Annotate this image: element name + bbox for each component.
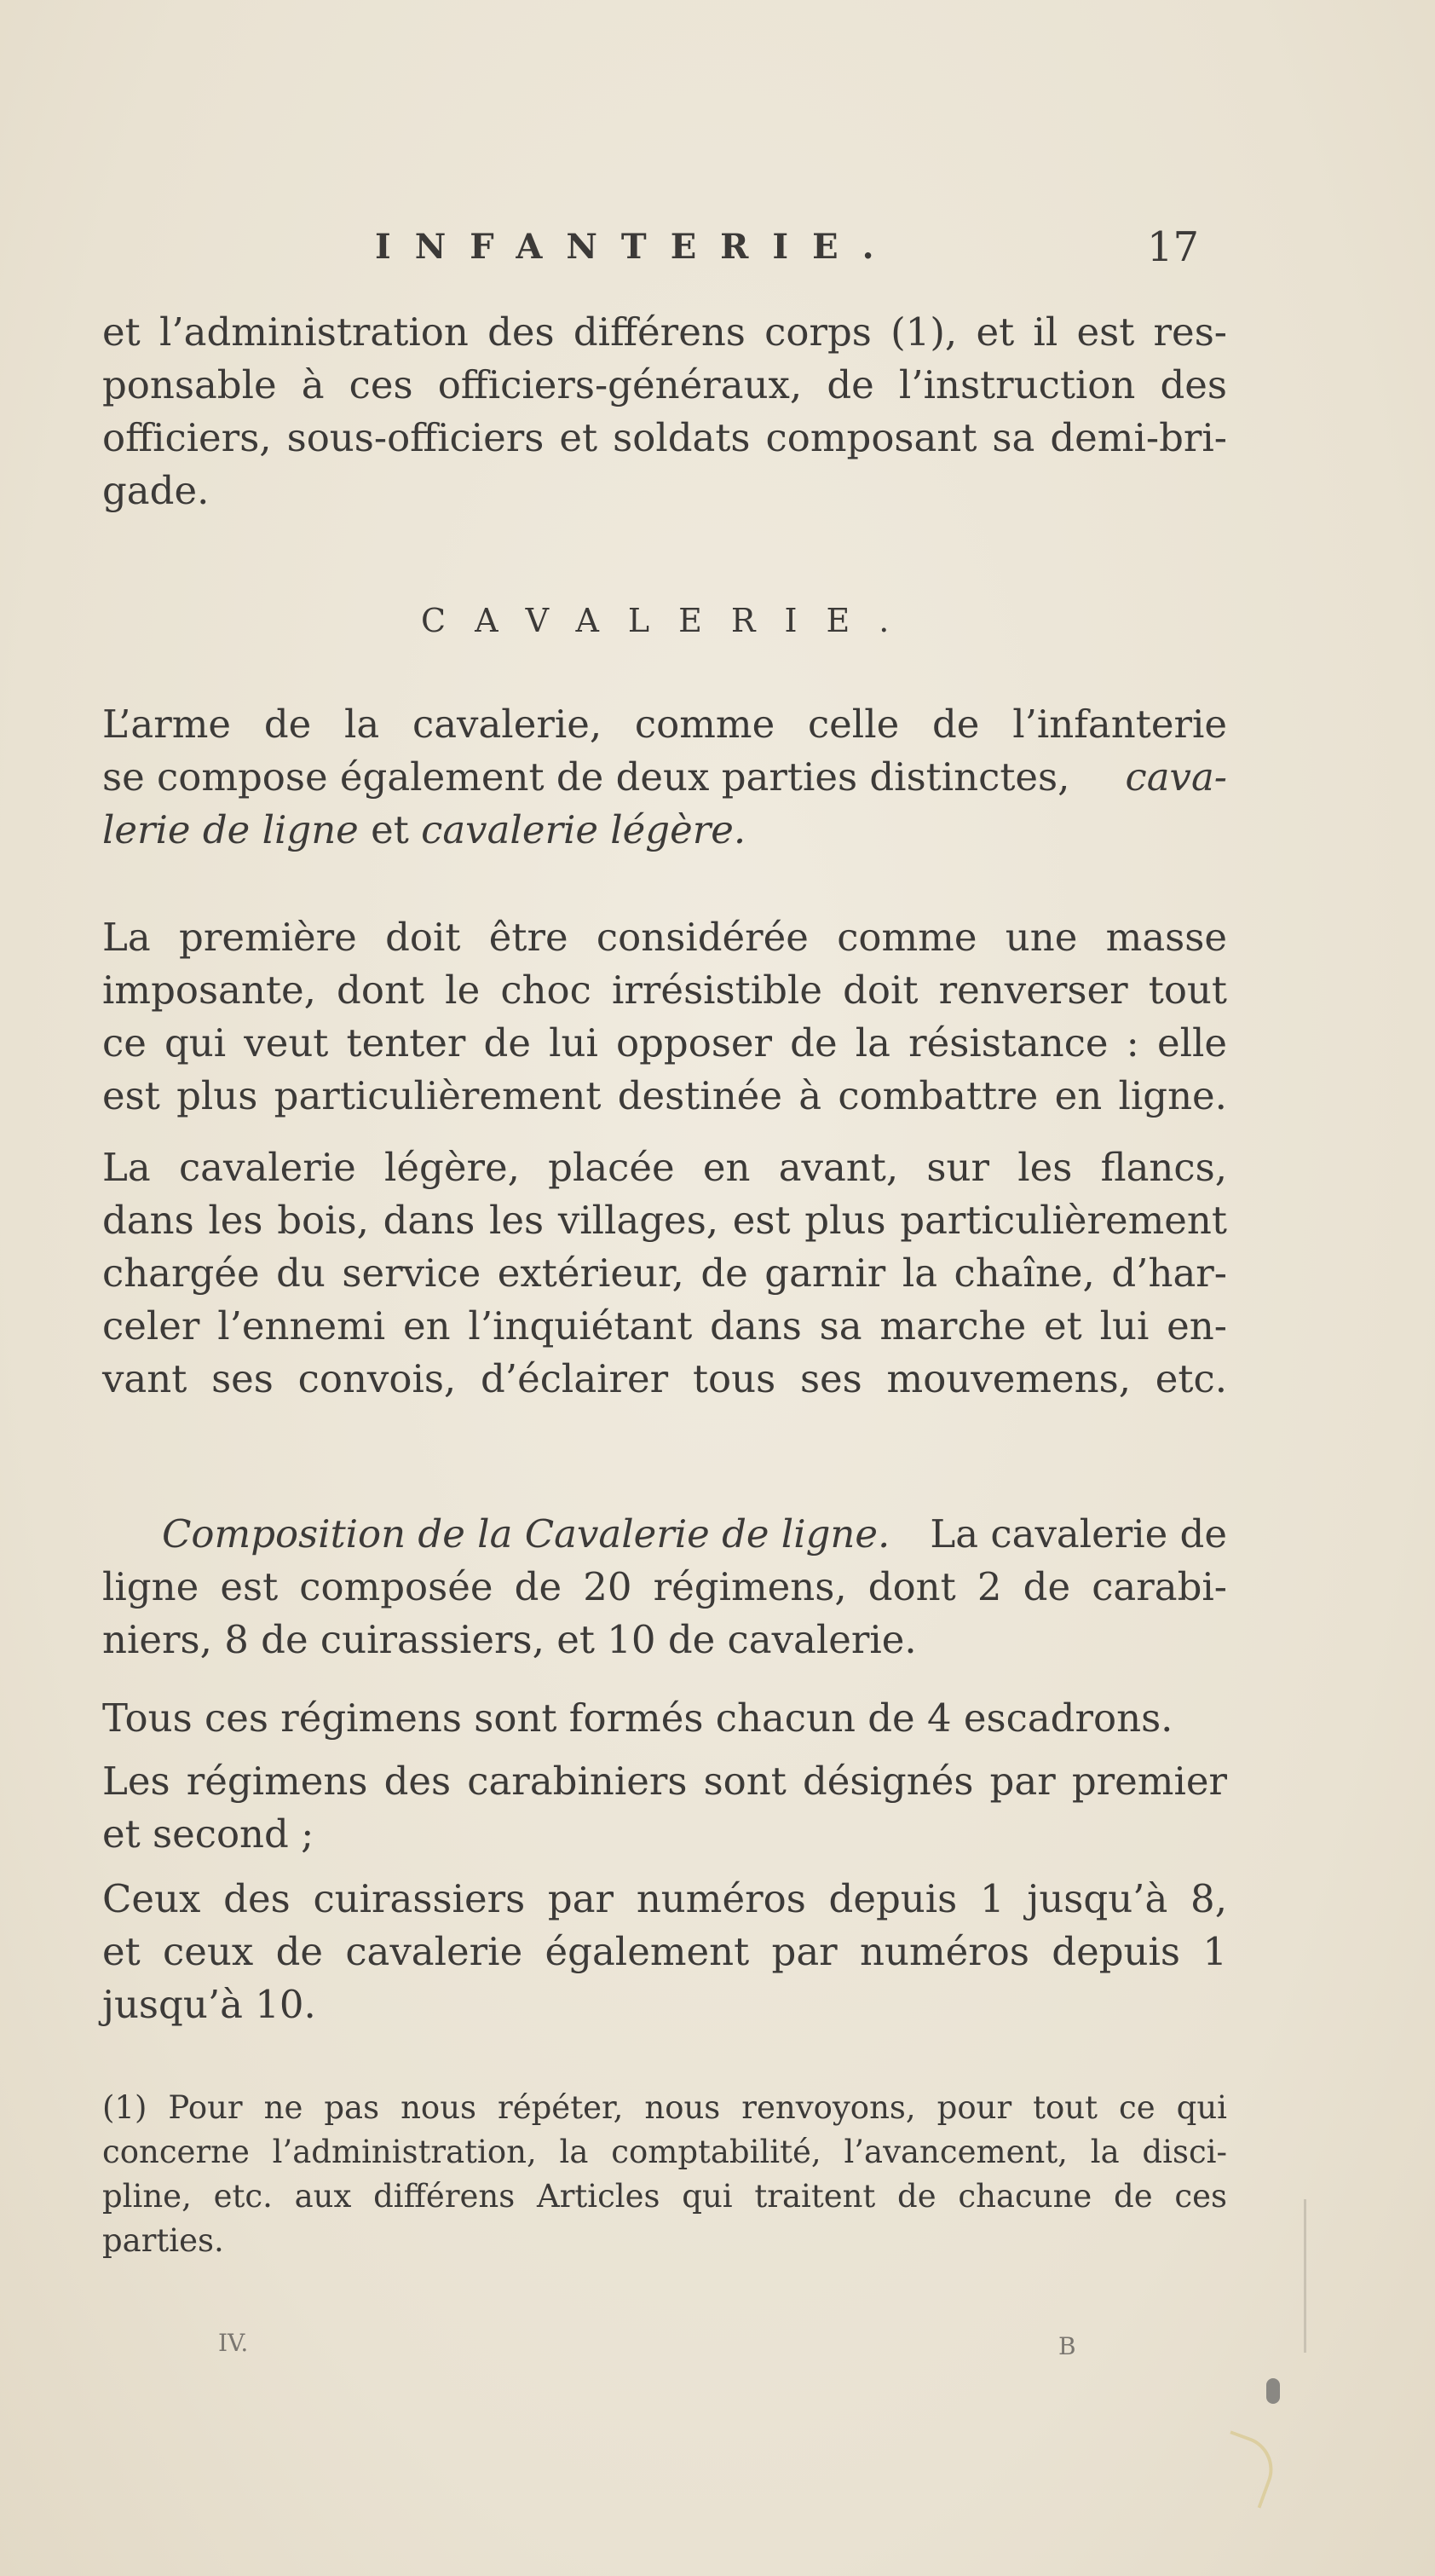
text-line: La cavalerie légère, placée en avant, sur les flancs, bbox=[102, 1145, 1227, 1190]
text-span: se compose également de deux parties distinctes, bbox=[102, 754, 1070, 800]
signature-mark-right: B bbox=[1058, 2332, 1076, 2360]
text-line: celer l’ennemi en l’inquiétant dans sa marche et lui en- bbox=[102, 1303, 1227, 1349]
text-line: ce qui veut tenter de lui opposer de la résistance : elle bbox=[102, 1020, 1227, 1066]
italic-span: Composition de la Cavalerie de ligne. bbox=[162, 1511, 890, 1557]
footnote-line: parties. bbox=[102, 2222, 224, 2259]
signature-mark-left: IV. bbox=[218, 2329, 249, 2357]
text-line: jusqu’à 10. bbox=[102, 1982, 316, 2027]
text-line bbox=[102, 752, 1227, 803]
text-line bbox=[102, 805, 1227, 856]
text-line: ponsable à ces officiers-généraux, de l’instruction des bbox=[102, 362, 1227, 407]
text-line: gade. bbox=[102, 468, 210, 513]
text-line bbox=[102, 1509, 1227, 1560]
text-line: ligne est composée de 20 régimens, dont 2 de carabi- bbox=[102, 1564, 1227, 1609]
page-number: 17 bbox=[1147, 223, 1200, 271]
section-heading: CAVALERIE. bbox=[421, 602, 919, 639]
text-span: et bbox=[358, 807, 422, 852]
text-line: et l’administration des différens corps (1), et il est res- bbox=[102, 309, 1227, 355]
text-line: officiers, sous-officiers et soldats composant sa demi-bri- bbox=[102, 415, 1227, 460]
text-line: L’arme de la cavalerie, comme celle de l’infanterie bbox=[102, 702, 1227, 747]
text-line: Tous ces régimens sont formés chacun de 4 escadrons. bbox=[102, 1695, 1173, 1741]
footnote-line: (1) Pour ne pas nous répéter, nous renvoyons, pour tout ce qui bbox=[102, 2089, 1227, 2126]
text-line: chargée du service extérieur, de garnir la chaîne, d’har- bbox=[102, 1250, 1227, 1296]
text-span: La cavalerie de bbox=[930, 1511, 1227, 1557]
italic-span: cava- bbox=[1125, 754, 1227, 800]
footnote-line: pline, etc. aux différens Articles qui traitent de chacune de ces bbox=[102, 2178, 1227, 2215]
text-line: et second ; bbox=[102, 1811, 314, 1857]
italic-span: cavalerie légère. bbox=[421, 807, 746, 852]
text-line: Ceux des cuirassiers par numéros depuis 1 jusqu’à 8, bbox=[102, 1876, 1227, 1921]
text-line: Les régimens des carabiniers sont désignés par premier bbox=[102, 1759, 1227, 1804]
footnote-line: concerne l’administration, la comptabilité, l’avancement, la disci- bbox=[102, 2134, 1227, 2170]
text-line: imposante, dont le choc irrésistible doit renverser tout bbox=[102, 967, 1227, 1013]
text-line: vant ses convois, d’éclairer tous ses mouvemens, etc. bbox=[102, 1356, 1227, 1401]
italic-span: lerie de ligne bbox=[102, 807, 359, 852]
text-line: est plus particulièrement destinée à combattre en ligne. bbox=[102, 1073, 1227, 1118]
text-line: niers, 8 de cuirassiers, et 10 de cavalerie. bbox=[102, 1617, 917, 1662]
text-line: et ceux de cavalerie également par numéros depuis 1 bbox=[102, 1929, 1227, 1974]
running-title: INFANTERIE. bbox=[375, 227, 898, 267]
text-line: La première doit être considérée comme une masse bbox=[102, 915, 1227, 960]
ink-blot bbox=[1266, 2378, 1280, 2404]
page-edge-mark bbox=[1295, 2199, 1306, 2353]
text-line: dans les bois, dans les villages, est plus particulièrement bbox=[102, 1198, 1227, 1243]
